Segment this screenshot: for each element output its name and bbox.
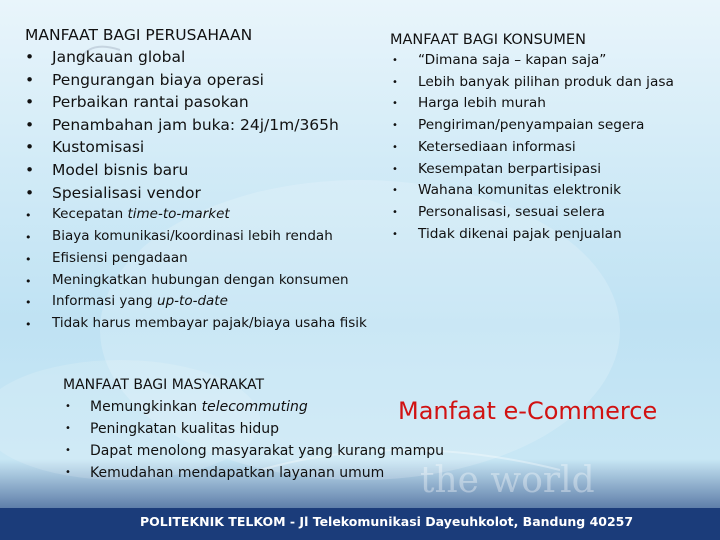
perusahaan-list: [25, 46, 367, 204]
list-item: • Penambahan jam buka: 24j/1m/365h: [25, 114, 367, 137]
bullet: •: [65, 467, 71, 478]
masyarakat-heading: MANFAAT BAGI MASYARAKAT: [63, 377, 265, 393]
list-item: • Informasi yang up-to-date: [25, 291, 367, 313]
list-item: • Wahana komunitas elektronik: [390, 180, 674, 202]
watermark-world-text: the world: [420, 460, 595, 501]
list-item: • Peningkatan kualitas hidup: [63, 418, 444, 440]
bullet: •: [392, 185, 398, 197]
footer-text: POLITEKNIK TELKOM - Jl Telekomunikasi Dayeuhkolot, Bandung 40257: [140, 514, 634, 529]
list-item: • Meningkatkan hubungan dengan konsumen: [25, 270, 367, 292]
bullet: •: [25, 93, 35, 112]
list-item: • Kesempatan berpartisipasi: [390, 159, 674, 181]
bullet: •: [392, 206, 398, 218]
list-item: • Tidak harus membayar pajak/biaya usaha fisik: [25, 313, 367, 335]
bullet: •: [25, 70, 35, 89]
bullet: •: [65, 401, 71, 412]
list-item: • Kemudahan mendapatkan layanan umum: [63, 462, 444, 484]
bullet: •: [25, 296, 32, 310]
perusahaan-section: [25, 24, 367, 335]
perusahaan-heading: MANFAAT BAGI PERUSAHAAN: [25, 26, 253, 44]
list-item: • Pengiriman/penyampaian segera: [390, 115, 674, 137]
masyarakat-list: [63, 396, 444, 484]
list-item: • Memungkinkan telecommuting: [63, 396, 444, 418]
bullet: •: [392, 55, 398, 66]
konsumen-list: [390, 50, 674, 245]
konsumen-heading: MANFAAT BAGI KONSUMEN: [390, 32, 586, 48]
list-item: • Dapat menolong masyarakat yang kurang mampu: [63, 440, 444, 462]
bullet: •: [25, 48, 35, 66]
konsumen-section: [390, 30, 674, 245]
list-item: • Spesialisasi vendor: [25, 182, 367, 205]
list-item: • Biaya komunikasi/koordinasi lebih rendah: [25, 226, 367, 248]
bullet: •: [65, 445, 71, 456]
masyarakat-section: [63, 374, 444, 484]
list-item: • Jangkauan global: [25, 46, 367, 69]
list-item: • Efisiensi pengadaan: [25, 248, 367, 270]
bullet: •: [392, 98, 398, 110]
list-item: • Personalisasi, sesuai selera: [390, 202, 674, 224]
bullet: •: [25, 252, 32, 266]
bullet: •: [25, 115, 35, 134]
bullet: •: [392, 76, 398, 88]
bullet: •: [25, 274, 32, 288]
list-item: • Harga lebih murah: [390, 93, 674, 115]
list-item: • Perbaikan rantai pasokan: [25, 91, 367, 114]
list-item: • “Dimana saja – kapan saja”: [390, 50, 674, 72]
bullet: •: [392, 163, 398, 175]
bullet: •: [25, 318, 32, 332]
list-item: • Kustomisasi: [25, 136, 367, 159]
bullet: •: [25, 160, 35, 179]
bullet: •: [65, 423, 71, 434]
slide-title: Manfaat e-Commerce: [398, 397, 658, 425]
bullet: •: [392, 120, 398, 132]
bullet: •: [25, 230, 32, 244]
bullet: •: [25, 209, 32, 223]
list-item: • Model bisnis baru: [25, 159, 367, 182]
list-item: • Tidak dikenai pajak penjualan: [390, 224, 674, 246]
list-item: • Pengurangan biaya operasi: [25, 69, 367, 92]
list-item: • Ketersediaan informasi: [390, 137, 674, 159]
perusahaan-list-small: [25, 204, 367, 335]
bullet: •: [25, 138, 35, 157]
bullet: •: [25, 183, 35, 202]
list-item: • Lebih banyak pilihan produk dan jasa: [390, 72, 674, 94]
list-item: • Kecepatan time-to-market: [25, 204, 367, 226]
bullet: •: [392, 228, 398, 240]
bullet: •: [392, 141, 398, 153]
